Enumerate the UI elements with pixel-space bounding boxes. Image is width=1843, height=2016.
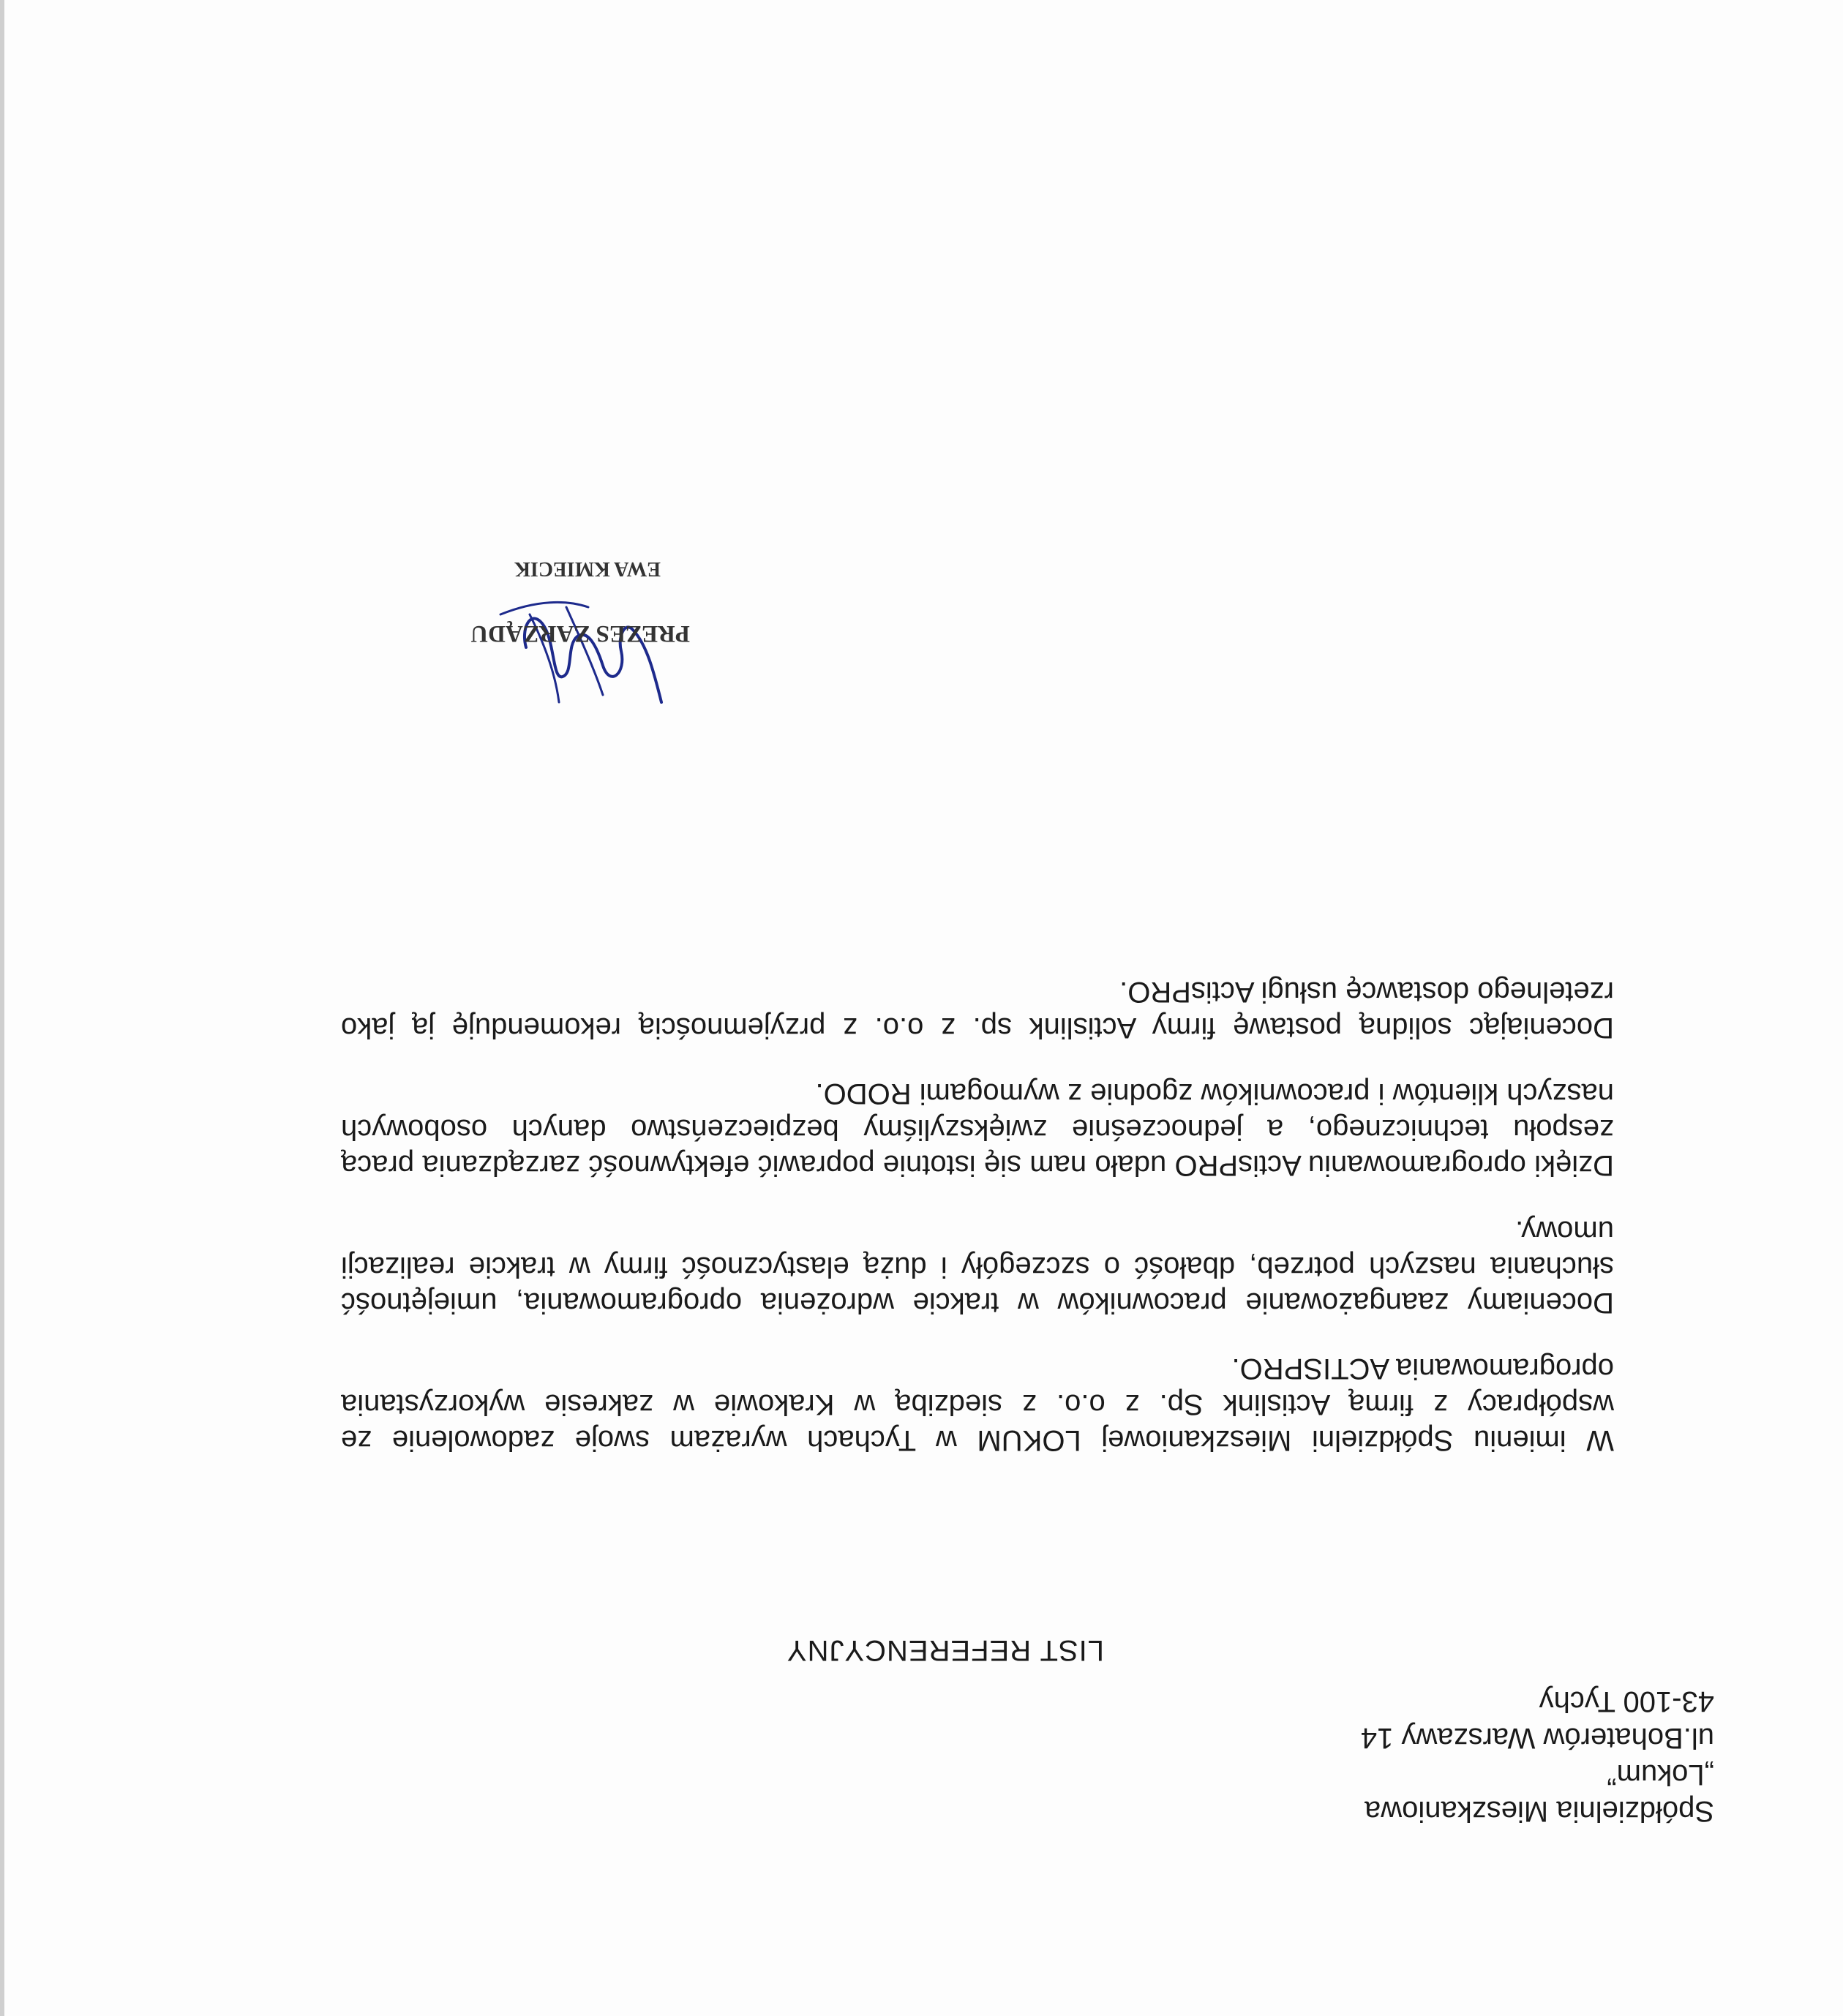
paragraph-4: Doceniając solidną postawę firmy Actislink sp. z o.o. z przyjemnością rekomenduję ją jako rzetelnego dostawcę usługi ActisPRO. bbox=[341, 976, 1614, 1044]
paragraph-2: Doceniamy zaangażowanie pracowników w trakcie wdrożenia oprogramowania, umiejętność słuchania naszych potrzeb, dbałość o szczegóły i dużą elastyczność firmy w trakcie realizacji umowy. bbox=[341, 1215, 1614, 1319]
scan-edge bbox=[0, 0, 4, 2016]
sender-city: 43-100 Tychy bbox=[1539, 1685, 1714, 1718]
paragraph-1: W imieniu Spółdzielni Mieszkaniowej LOKUM w Tychach wyrażam swoje zadowolenie ze współpracy z firmą Actislink Sp. z o.o. z siedzibą w Krakowie w zakresie wykorzystania oprogramowania ACTISPRO. bbox=[341, 1353, 1614, 1456]
stamp-name: EWA KMIECIK bbox=[514, 557, 661, 580]
handwritten-signature bbox=[464, 593, 713, 717]
sender-short-name: „Lokum” bbox=[1607, 1759, 1714, 1791]
letter-body bbox=[341, 944, 1614, 1458]
sender-address bbox=[1361, 1683, 1714, 1829]
sender-street: ul.Bohaterów Warszawy 14 bbox=[1360, 1722, 1714, 1754]
letter-title: LIST REFERENCYJNY bbox=[786, 1634, 1104, 1666]
sender-name: Spółdzielnia Mieszkaniowa bbox=[1364, 1795, 1714, 1827]
paragraph-3: Dzięki oprogramowaniu ActisPRO udało nam się istotnie poprawić efektywność zarządzania pracą zespołu technicznego, a jednocześnie zwiększyliśmy bezpieczeństwo danych osobowych naszych klientów i pracowników zgodnie z wymogami RODO. bbox=[341, 1077, 1614, 1181]
stamp-role: PREZES ZARZĄDU bbox=[470, 620, 690, 647]
